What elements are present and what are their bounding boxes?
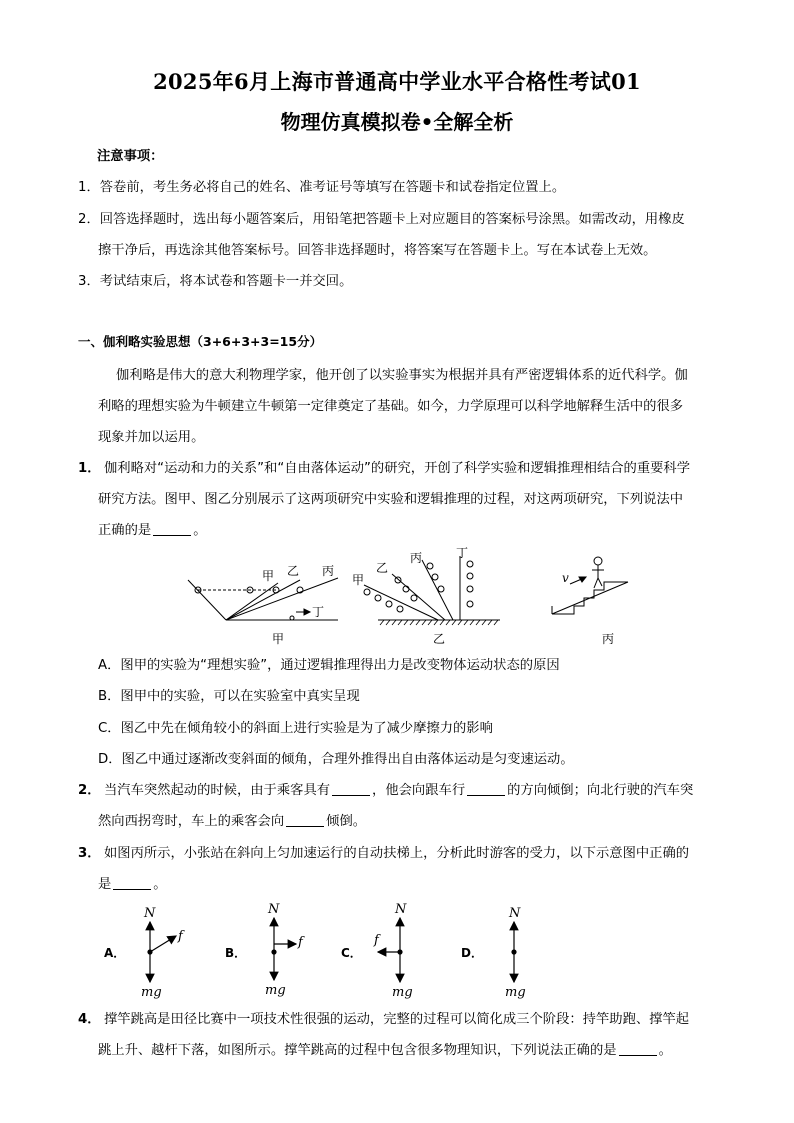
label-f-c: f	[374, 933, 379, 948]
q2-line-1: 当汽车突然起动的时候，由于乘客具有 ，他会向跟车行 的方向倾倒；向北行驶的汽车突	[104, 783, 694, 798]
answer-blank[interactable]	[286, 812, 324, 827]
q2-number: 2．	[78, 783, 101, 798]
q1-number: 1．	[78, 461, 101, 476]
notice-item-2: 2．回答选择题时，选出每小题答案后，用铅笔把答题卡上对应题目的答案标号涂黑。如需改动，用橡皮	[78, 212, 685, 227]
figure-yi-caption: 乙	[433, 632, 446, 646]
label-ding-1: 丁	[312, 605, 325, 619]
label-bing-1: 丙	[322, 564, 335, 578]
notice-item-1: 1．答卷前，考生务必将自己的姓名、准考证号等填写在答题卡和试卷指定位置上。	[78, 180, 566, 195]
q1-line-2: 研究方法。图甲、图乙分别展示了这两项研究中实验和逻辑推理的过程，对这两项研究，下列说法中	[98, 492, 684, 507]
label-jia-1: 甲	[262, 569, 275, 583]
q1-option-b[interactable]: B．图甲中的实验，可以在实验室中真实呈现	[98, 689, 360, 704]
label-ding-2: 丁	[456, 546, 469, 560]
answer-blank[interactable]	[619, 1041, 657, 1056]
q3-option-c[interactable]: C．	[341, 946, 362, 960]
section-intro-2: 利略的理想实验为牛顿建立牛顿第一定律奠定了基础。如今，力学原理可以科学地解释生活中的很多	[98, 399, 684, 414]
q4-line-2: 跳上升、越杆下落，如图所示。撑竿跳高的过程中包含很多物理知识，下列说法正确的是 。	[98, 1043, 672, 1058]
answer-blank[interactable]	[332, 781, 370, 796]
figure-bing	[552, 557, 628, 614]
q3-number: 3．	[78, 846, 101, 861]
q3-option-b[interactable]: B．	[225, 946, 247, 960]
label-yi-2: 乙	[376, 561, 389, 575]
q3-option-d[interactable]: D．	[461, 946, 483, 960]
answer-blank[interactable]	[467, 781, 505, 796]
q1-line-3: 正确的是 。	[98, 523, 207, 538]
section-heading: 一、伽利略实验思想（3+6+3+3=15分）	[78, 334, 323, 349]
label-v: v	[562, 571, 569, 585]
label-n-a: N	[144, 906, 156, 921]
label-jia-2: 甲	[352, 573, 365, 587]
label-mg-c: mg	[392, 985, 413, 1000]
figure-jia-caption: 甲	[272, 632, 285, 646]
q1-option-d[interactable]: D．图乙中通过逐渐改变斜面的倾角，合理外推得出自由落体运动是匀变速运动。	[98, 752, 574, 767]
exam-title: 2025年6月上海市普通高中学业水平合格性考试01	[153, 69, 641, 94]
section-intro-1: 伽利略是伟大的意大利物理学家，他开创了以实验事实为根据并具有严密逻辑体系的近代科学。伽	[116, 368, 688, 383]
q1-option-c[interactable]: C．图乙中先在倾角较小的斜面上进行实验是为了减少摩擦力的影响	[98, 721, 493, 736]
q1-line-1: 伽利略对“运动和力的关系”和“自由落体运动”的研究，开创了科学实验和逻辑推理相结合的重要科学	[104, 461, 691, 476]
label-f-a: f	[178, 929, 183, 944]
q4-line-1: 撑竿跳高是田径比赛中一项技术性很强的运动，完整的过程可以简化成三个阶段：持竿助跑、撑竿起	[104, 1012, 690, 1027]
label-n-b: N	[268, 902, 280, 917]
label-yi-1: 乙	[287, 564, 300, 578]
label-f-b: f	[298, 935, 303, 950]
q1-option-a[interactable]: A．图甲的实验为“理想实验”，通过逻辑推理得出力是改变物体运动状态的原因	[98, 658, 560, 673]
q3-line-1: 如图丙所示，小张站在斜向上匀加速运行的自动扶梯上，分析此时游客的受力，以下示意图中正确的	[104, 846, 690, 861]
label-mg-a: mg	[141, 985, 162, 1000]
label-mg-d: mg	[505, 985, 526, 1000]
q3-option-a[interactable]: A．	[104, 946, 126, 960]
label-n-d: N	[509, 906, 521, 921]
section-intro-3: 现象并加以运用。	[98, 430, 205, 445]
q4-number: 4．	[78, 1012, 101, 1027]
notice-item-2-cont: 擦干净后，再选涂其他答案标号。回答非选择题时，将答案写在答题卡上。写在本试卷上无效。	[98, 243, 657, 258]
q2-line-2: 然向西拐弯时，车上的乘客会向 倾倒。	[98, 814, 367, 829]
label-mg-b: mg	[265, 983, 286, 998]
notice-heading: 注意事项：	[97, 149, 164, 164]
exam-subtitle: 物理仿真模拟卷•全解全析	[280, 110, 514, 134]
q3-line-2: 是 。	[98, 877, 167, 892]
label-bing-2: 丙	[410, 551, 423, 565]
notice-item-3: 3．考试结束后，将本试卷和答题卡一并交回。	[78, 274, 353, 289]
figure-bing-caption: 丙	[602, 632, 615, 646]
answer-blank[interactable]	[113, 875, 151, 890]
label-n-c: N	[395, 902, 407, 917]
